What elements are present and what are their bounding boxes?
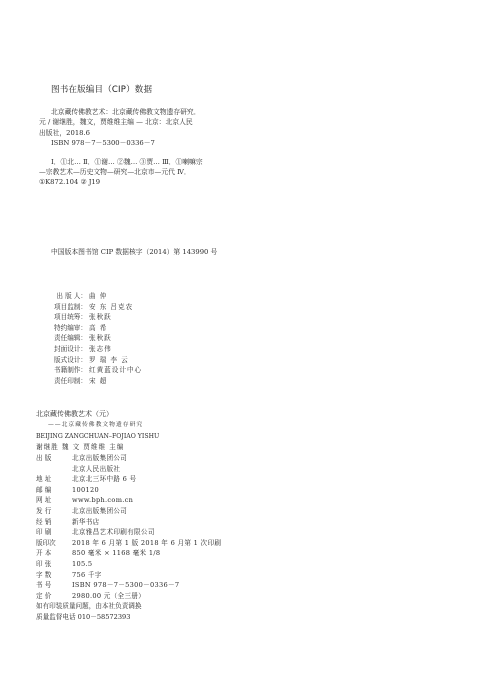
- credit-value: 宋 超: [89, 376, 108, 385]
- info-label: 印 刷: [36, 528, 52, 537]
- info-label: 书 号: [36, 581, 52, 590]
- credit-label: 封面设计：: [54, 344, 87, 353]
- info-value: 756 千字: [72, 570, 102, 579]
- info-label: 印 张: [36, 559, 52, 568]
- credit-row: [39, 355, 142, 366]
- info-row: [36, 559, 221, 570]
- info-value: 100120: [72, 485, 99, 494]
- info-row: [36, 517, 221, 528]
- cip-record-number: 中国版本图书馆 CIP 数据核字（2014）第 143990 号: [51, 248, 218, 256]
- credit-value: 张志伟: [89, 344, 112, 353]
- info-value: 北京雅昌艺术印刷有限公司: [72, 528, 155, 537]
- cip-isbn: ISBN 978－7－5300－0336－7: [51, 139, 155, 148]
- cip-line: 北京藏传佛教艺术：北京藏传佛教文物遗存研究．: [51, 108, 201, 116]
- credit-row: [39, 344, 142, 355]
- info-label: 网 址: [36, 496, 52, 505]
- info-value: 850 毫米 × 1168 毫米 1/8: [72, 549, 161, 558]
- info-value: 北京人民出版社: [72, 464, 121, 473]
- credit-row: [39, 291, 142, 302]
- info-label: 地 址: [36, 475, 52, 484]
- cip-line: 出版社，2018.6: [39, 128, 90, 137]
- credit-row: [39, 376, 142, 387]
- info-label: 定 价: [36, 591, 52, 600]
- credit-row: [39, 312, 142, 323]
- info-value: ISBN 978－7－5300－0336－7: [72, 581, 180, 590]
- info-row: [36, 506, 221, 517]
- credit-label: 项目监制：: [54, 302, 87, 311]
- info-label: 发 行: [36, 506, 52, 515]
- credit-label: 特约编审：: [54, 323, 87, 332]
- credit-label: 项目统筹：: [54, 313, 87, 322]
- quality-note: 如有印装质量问题，由本社负责调换: [36, 602, 142, 611]
- book-info: [36, 409, 221, 623]
- cip-heading: 图书在版编目（CIP）数据: [51, 85, 153, 95]
- credit-value: 张秋跃: [89, 313, 112, 322]
- info-label: 字 数: [36, 570, 52, 579]
- credit-value: 曲 仲: [89, 292, 108, 300]
- info-value: 105.5: [72, 559, 93, 568]
- cip-line: 元 / 谢继胜，魏文，贾维维主编 — 北京：北京人民: [39, 118, 193, 127]
- info-row: [36, 548, 221, 559]
- credit-value: 罗 瑞 李 云: [89, 355, 129, 364]
- info-row: [36, 464, 221, 475]
- credit-label: 版式设计：: [54, 355, 87, 364]
- credit-value: 高 希: [89, 323, 108, 332]
- credit-label: 出 版 人：: [56, 292, 87, 300]
- info-value: 2980.00 元（全三册）: [72, 591, 146, 600]
- book-authors: 谢继胜 魏 文 贾维维 主编: [36, 443, 125, 451]
- credit-label: 责任编辑：: [54, 334, 87, 343]
- info-value: www.bph.com.cn: [72, 496, 134, 505]
- credit-row: [39, 365, 142, 376]
- info-row: [36, 580, 221, 591]
- credit-row: [39, 302, 142, 313]
- credit-value: 安 东 吕克农: [89, 302, 134, 311]
- credit-value: 张秋跃: [89, 334, 112, 343]
- credits-list: [39, 291, 142, 386]
- info-label: 版印次: [36, 538, 56, 547]
- info-row: [36, 591, 221, 602]
- cip-subject-line: —宗教艺术—历史文物—研究—北京市—元代 Ⅳ．: [39, 168, 191, 177]
- credit-value: 红黄蓝设计中心: [89, 366, 143, 375]
- cip-subject-line: ①K872.104 ② J19: [39, 178, 101, 187]
- info-label: 经 销: [36, 517, 52, 526]
- info-value: 新华书店: [72, 517, 100, 526]
- info-label: [36, 464, 72, 475]
- spacer: [39, 149, 459, 157]
- info-row: [36, 485, 221, 496]
- credit-label: 书籍制作：: [54, 366, 87, 375]
- info-row: [36, 495, 221, 506]
- credit-row: [39, 323, 142, 334]
- info-value: 北京出版集团公司: [72, 506, 128, 515]
- book-title: 北京藏传佛教艺术（元）: [36, 410, 113, 418]
- info-row: [36, 474, 221, 485]
- credit-label: 责任印制：: [54, 376, 87, 385]
- info-label: 出 版: [36, 454, 52, 462]
- info-value: 北京出版集团公司: [72, 454, 128, 462]
- info-row: [36, 527, 221, 538]
- info-value: 2018 年 6 月第 1 版 2018 年 6 月第 1 次印刷: [72, 538, 222, 547]
- quality-hotline: 质量监督电话 010－58572393: [36, 613, 131, 622]
- book-pinyin: BEIJING ZANGCHUAN–FOJIAO YISHU: [36, 433, 160, 440]
- info-label: 邮 编: [36, 485, 52, 494]
- info-row: [36, 453, 221, 464]
- cip-subject-line: Ⅰ．①北… Ⅱ．①谢… ②魏… ③贾… Ⅲ．①喇嘛宗: [51, 157, 203, 166]
- credit-row: [39, 333, 142, 344]
- book-subtitle: ——北京藏传佛教文物遗存研究: [48, 422, 144, 428]
- info-value: 北京北三环中路 6 号: [72, 475, 137, 484]
- info-label: 开 本: [36, 549, 52, 558]
- info-row: [36, 570, 221, 581]
- info-row: [36, 538, 221, 549]
- cip-record: [39, 107, 459, 188]
